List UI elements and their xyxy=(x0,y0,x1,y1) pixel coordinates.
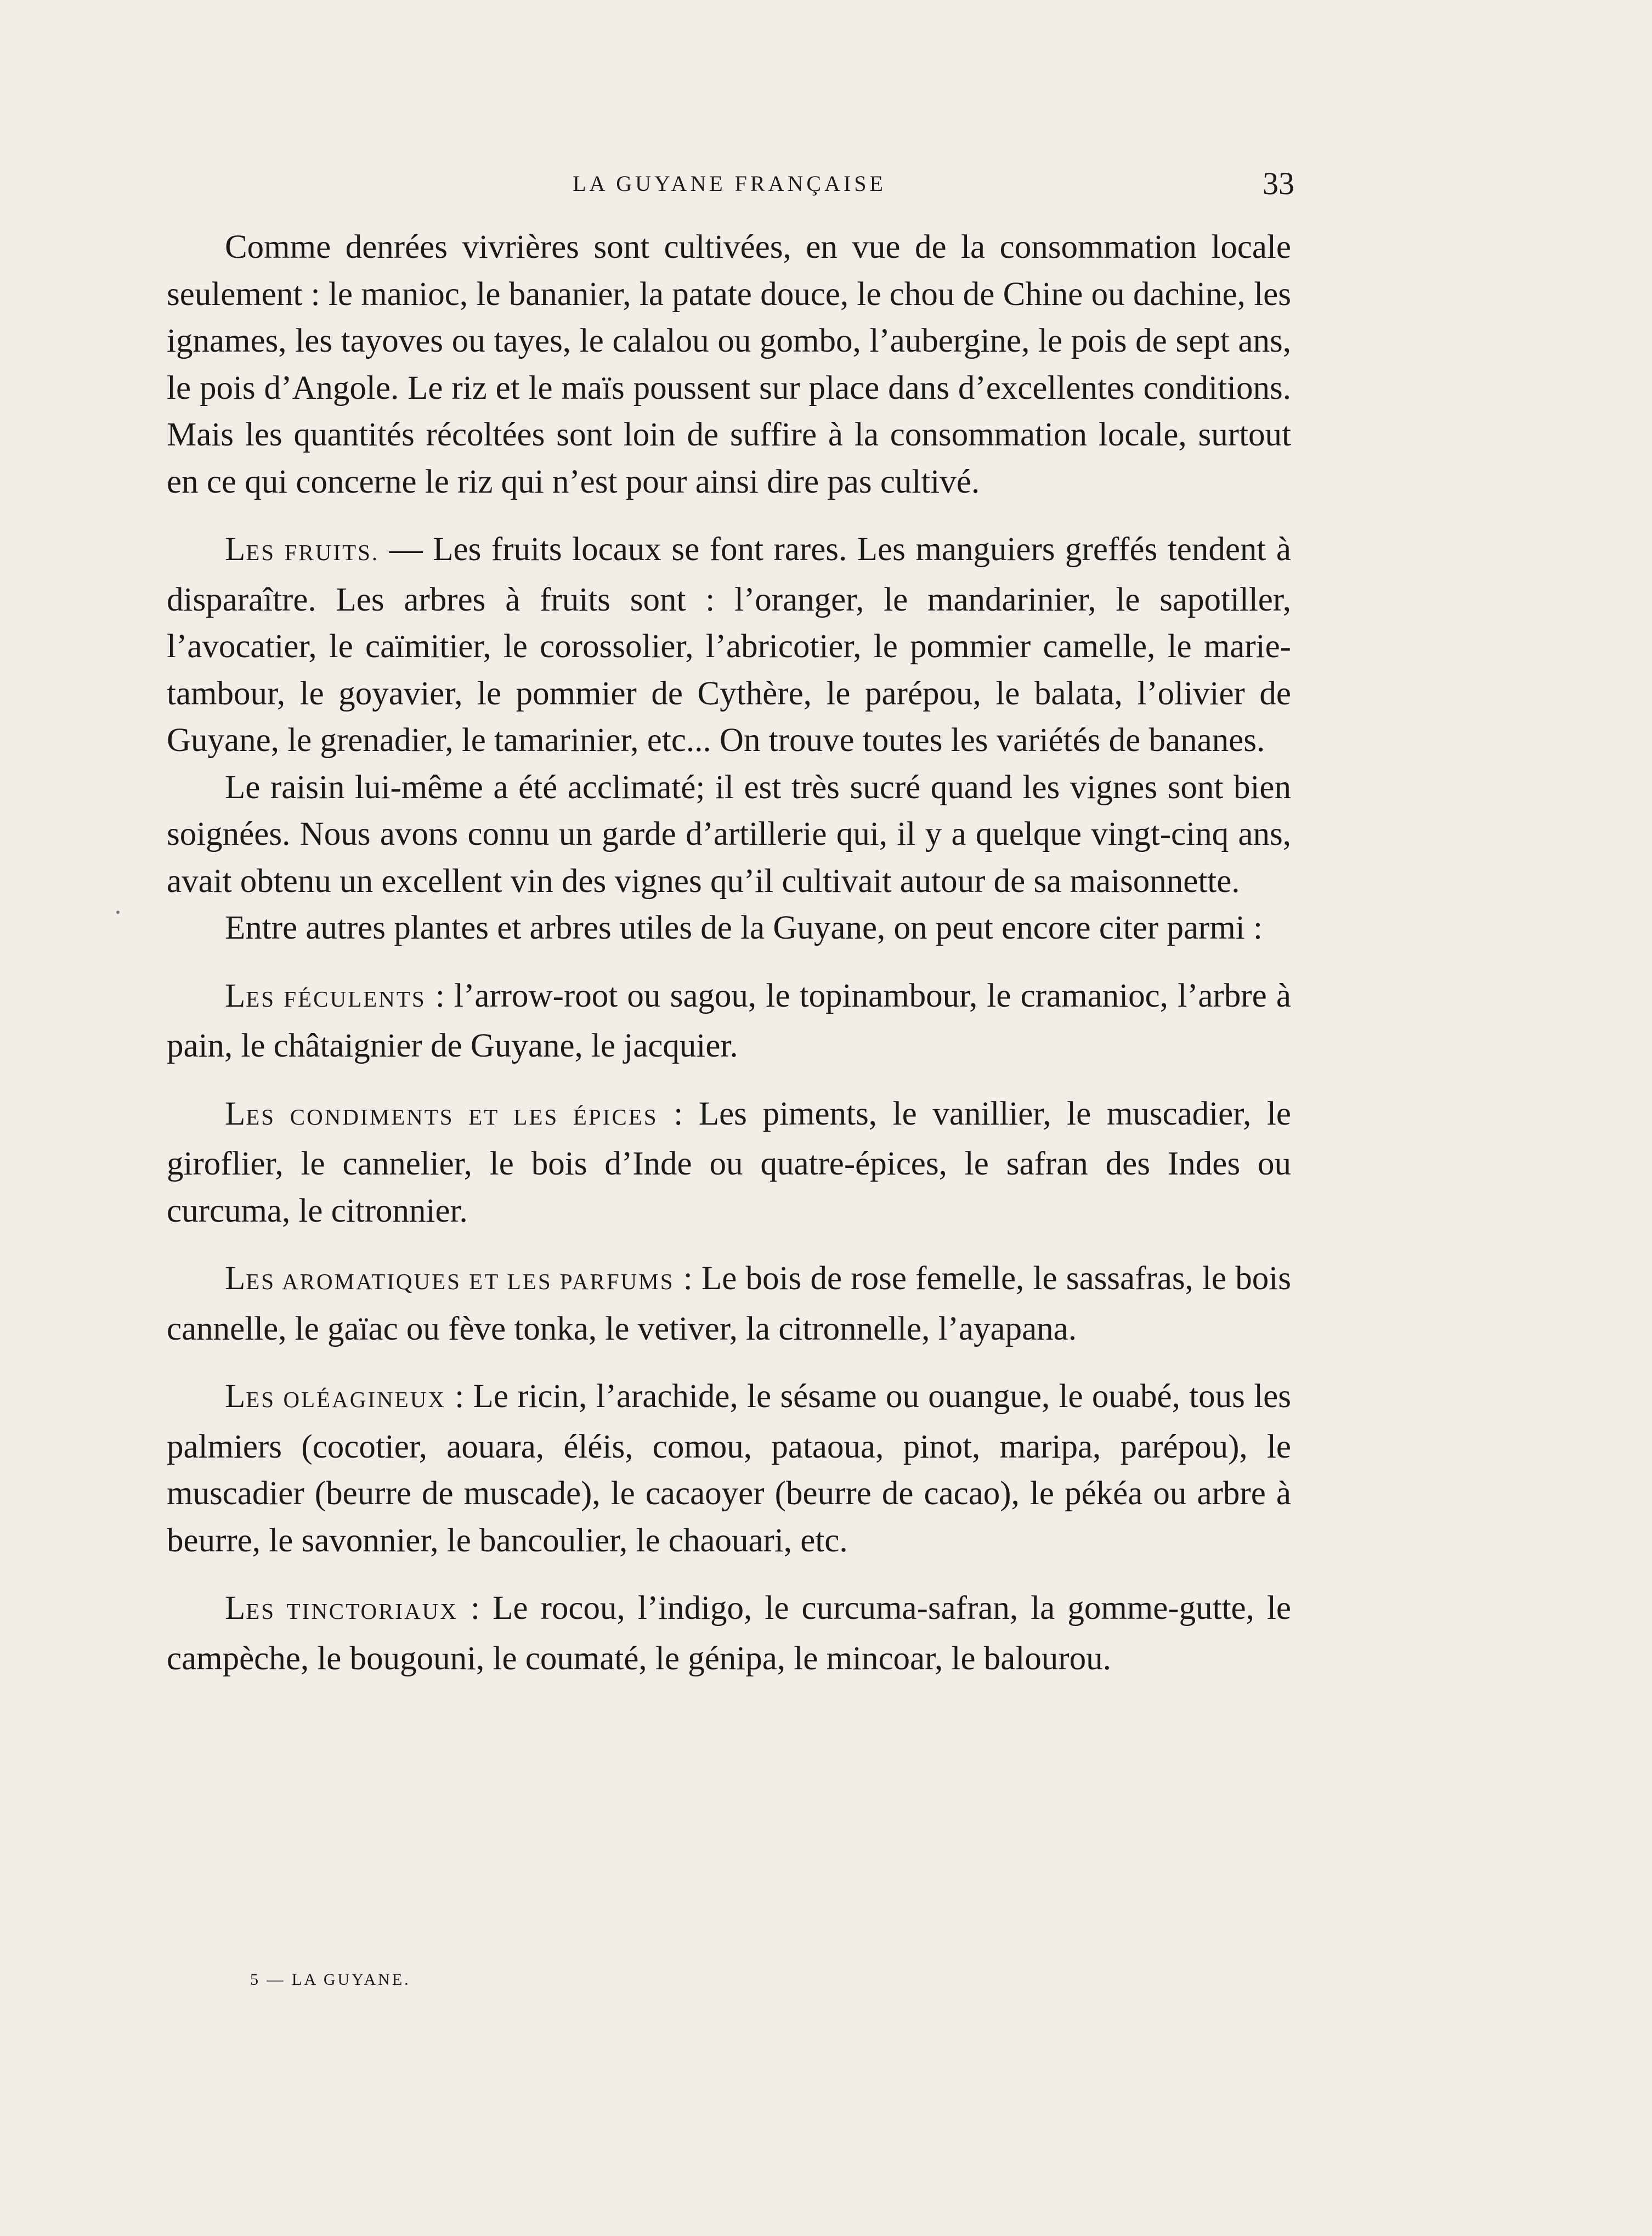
section-head-aromatiques: ES AROMATIQUES ET LES PARFUMS xyxy=(246,1269,675,1294)
paragraph-condiments xyxy=(167,1091,1291,1235)
paragraph-feculents xyxy=(167,973,1291,1070)
paragraph-tinctoriaux xyxy=(167,1585,1291,1682)
section-head-fruits: ES FRUITS. xyxy=(246,540,380,565)
body-text xyxy=(167,224,1291,1682)
section-head-initial: L xyxy=(225,1095,246,1132)
page-number: 33 xyxy=(1263,166,1294,201)
running-head xyxy=(165,165,1294,203)
section-head-tinctoriaux: ES TINCTORIAUX xyxy=(246,1599,458,1624)
paragraph-aromatiques-text: : Le bois de rose femelle, le sassafras, le bois cannelle, le gaïac ou fève tonka, le vetiver, la citronnelle, l’ayapana. xyxy=(167,1260,1291,1347)
paragraph-autres: Entre autres plantes et arbres utiles de la Guyane, on peut encore citer parmi : xyxy=(225,910,1263,946)
section-head-feculents: ES FÉCULENTS xyxy=(246,986,426,1012)
section-head-initial: L xyxy=(225,1260,246,1297)
section-head-initial: L xyxy=(225,531,246,568)
section-head-initial: L xyxy=(225,977,246,1014)
section-head-initial: L xyxy=(225,1378,246,1415)
paragraph-fruits-text: — Les fruits locaux se font rares. Les manguiers greffés tendent à disparaître. Les arbres à fruits sont : l’oranger, le mandarinier, le sapotiller, l’avocatier, le caïmitier, le corossolier, l’abricotier, le pommier camelle, le marie-tambour, le goyavier, le pommier de Cythère, le parépou, le balata, l’olivier de Guyane, le grenadier, le tamarinier, etc... On trouve toutes les variétés de bananes. xyxy=(167,531,1291,759)
paragraph-fruits xyxy=(167,526,1291,764)
footer-signature: 5 — LA GUYANE. xyxy=(250,1970,411,1989)
paragraph-aromatiques xyxy=(167,1255,1291,1352)
section-head-condiments: ES CONDIMENTS ET LES ÉPICES xyxy=(246,1104,658,1130)
paragraph-oleagineux xyxy=(167,1373,1291,1564)
paragraph-raisin: Le raisin lui-même a été acclimaté; il est très sucré quand les vignes sont bien soignées. Nous avons connu un garde d’artillerie qui, il y a quelque vingt-cinq ans, avait obtenu un excellent vin des vignes qu’il cultivait autour de sa maisonnette. xyxy=(167,769,1291,900)
paragraph-denrees: Comme denrées vivrières sont cultivées, en vue de la consommation locale seulement : le manioc, le bananier, la patate douce, le chou de Chine ou dachine, les ignames, les tayoves ou tayes, le calalou ou gombo, l’aubergine, le pois de sept ans, le pois d’Angole. Le riz et le maïs poussent sur place dans d’excellentes conditions. Mais les quantités récoltées sont loin de suffire à la consommation locale, surtout en ce qui concerne le riz qui n’est pour ainsi dire pas cultivé. xyxy=(167,229,1291,500)
section-head-initial: L xyxy=(225,1590,246,1627)
paragraph-oleagineux-text: : Le ricin, l’arachide, le sésame ou ouangue, le ouabé, tous les palmiers (cocotier, aouara, éléis, comou, pataoua, pinot, maripa, parépou), le muscadier (beurre de muscade), le cacaoyer (beurre de cacao), le pékéa ou arbre à beurre, le savonnier, le bancoulier, le chaouari, etc. xyxy=(167,1378,1291,1559)
section-head-oleagineux: ES OLÉAGINEUX xyxy=(246,1387,446,1412)
running-title: LA GUYANE FRANÇAISE xyxy=(573,171,886,196)
paragraph-feculents-text: : l’arrow-root ou sagou, le topinambour, le cramanioc, l’arbre à pain, le châtaignier de Guyane, le jacquier. xyxy=(167,977,1291,1064)
margin-speck xyxy=(116,911,120,914)
paragraph-condiments-text: : Les piments, le vanillier, le muscadier, le giroflier, le cannelier, le bois d’Inde ou quatre-épices, le safran des Indes ou curcuma, le citronnier. xyxy=(167,1095,1292,1229)
paragraph-tinctoriaux-text: : Le rocou, l’indigo, le curcuma-safran, la gomme-gutte, le campèche, le bougouni, le coumaté, le génipa, le mincoar, le balourou. xyxy=(167,1590,1292,1677)
